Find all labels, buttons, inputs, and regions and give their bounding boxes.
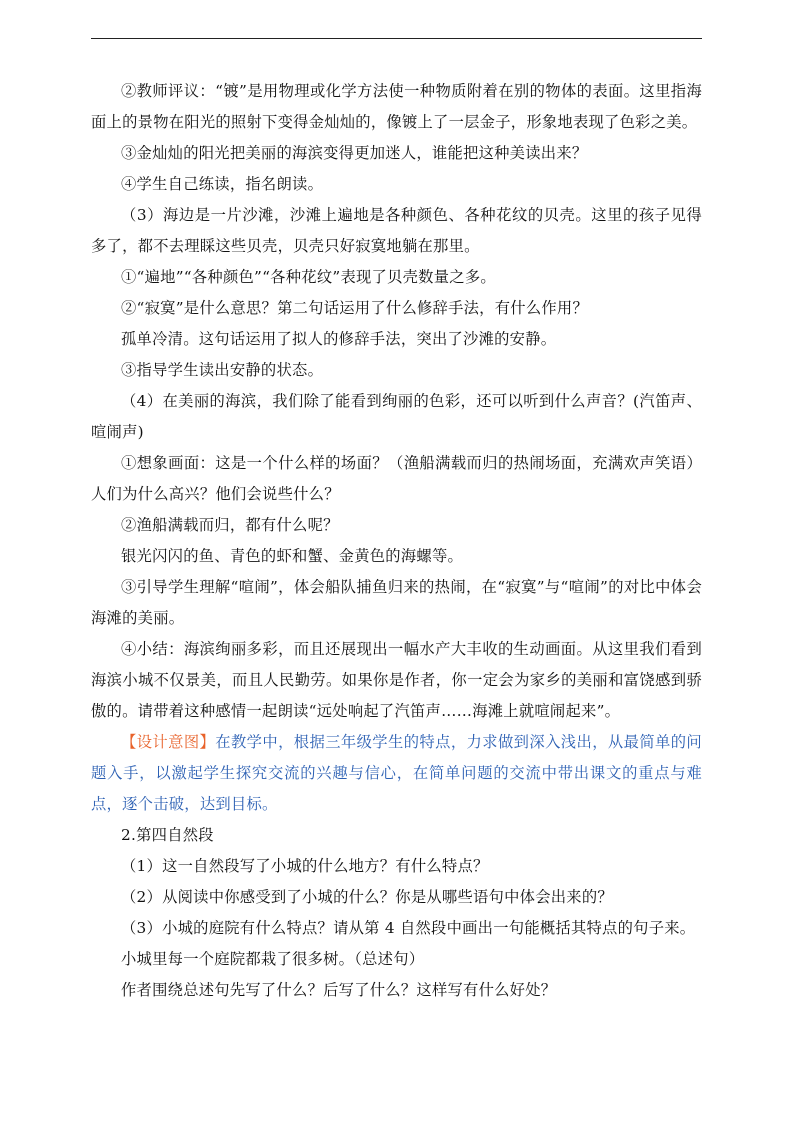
paragraph: （1）这一自然段写了小城的什么地方？有什么特点？ (121, 857, 489, 875)
paragraph: ③金灿灿的阳光把美丽的海滨变得更加迷人，谁能把这种美读出来？ (121, 144, 588, 162)
paragraph: 银光闪闪的鱼、青色的虾和蟹、金黄色的海螺等。 (121, 547, 464, 565)
paragraph: 小城里每一个庭院都栽了很多树。（总述句） (121, 950, 425, 968)
paragraph: ①“遍地”“各种颜色”“各种花纹”表现了贝壳数量之多。 (121, 268, 496, 286)
section-heading: 2.第四自然段 (121, 826, 214, 844)
paragraph: ①想象画面：这是一个什么样的场面？（渔船满载而归的热闹场面，充满欢声笑语）人们为什么高兴？他们会说些什么？ (91, 454, 702, 503)
paragraph: （4）在美丽的海滨，我们除了能看到绚丽的色彩，还可以听到什么声音？(汽笛声、喧闹声) (91, 392, 702, 441)
design-intent-label: 【设计意图】 (121, 733, 216, 751)
paragraph: ③指导学生读出安静的状态。 (121, 361, 324, 379)
paragraph: ④小结：海滨绚丽多彩，而且还展现出一幅水产大丰收的生动画面。从这里我们看到海滨小城不仅景美，而且人民勤劳。如果你是作者，你一定会为家乡的美丽和富饶感到骄傲的。请带着这种感情一起朗读“远处响起了汽笛声……海滩上就喧闹起来”。 (91, 640, 702, 720)
header-rule (91, 38, 702, 39)
paragraph: ④学生自己练读，指名朗读。 (121, 175, 324, 193)
paragraph: （3）小城的庭院有什么特点？请从第 4 自然段中画出一句能概括其特点的句子来。 (121, 919, 696, 937)
paragraph: ②教师评议：“镀”是用物理或化学方法使一种物质附着在别的物体的表面。这里指海面上的景物在阳光的照射下变得金灿灿的，像镀上了一层金子，形象地表现了色彩之美。 (91, 82, 702, 131)
document-body (91, 76, 702, 1006)
paragraph: （2）从阅读中你感受到了小城的什么？你是从哪些语句中体会出来的？ (121, 888, 613, 906)
paragraph: 作者围绕总述句先写了什么？后写了什么？这样写有什么好处？ (121, 981, 557, 999)
design-intent-text: 在教学中，根据三年级学生的特点，力求做到深入浅出，从最简单的问题入手，以激起学生探究交流的兴趣与信心，在简单问题的交流中带出课文的重点与难点，逐个击破，达到目标。 (91, 733, 702, 813)
paragraph: （3）海边是一片沙滩，沙滩上遍地是各种颜色、各种花纹的贝壳。这里的孩子见得多了，都不去理睬这些贝壳，贝壳只好寂寞地躺在那里。 (91, 206, 702, 255)
paragraph: 孤单冷清。这句话运用了拟人的修辞手法，突出了沙滩的安静。 (121, 330, 557, 348)
paragraph: ③引导学生理解“喧闹”，体会船队捕鱼归来的热闹，在“寂寞”与“喧闹”的对比中体会海滩的美丽。 (91, 578, 702, 627)
paragraph: ②渔船满载而归，都有什么呢？ (121, 516, 339, 534)
paragraph: ②“寂寞”是什么意思？第二句话运用了什么修辞手法，有什么作用？ (121, 299, 589, 317)
design-intent-paragraph (91, 727, 702, 820)
